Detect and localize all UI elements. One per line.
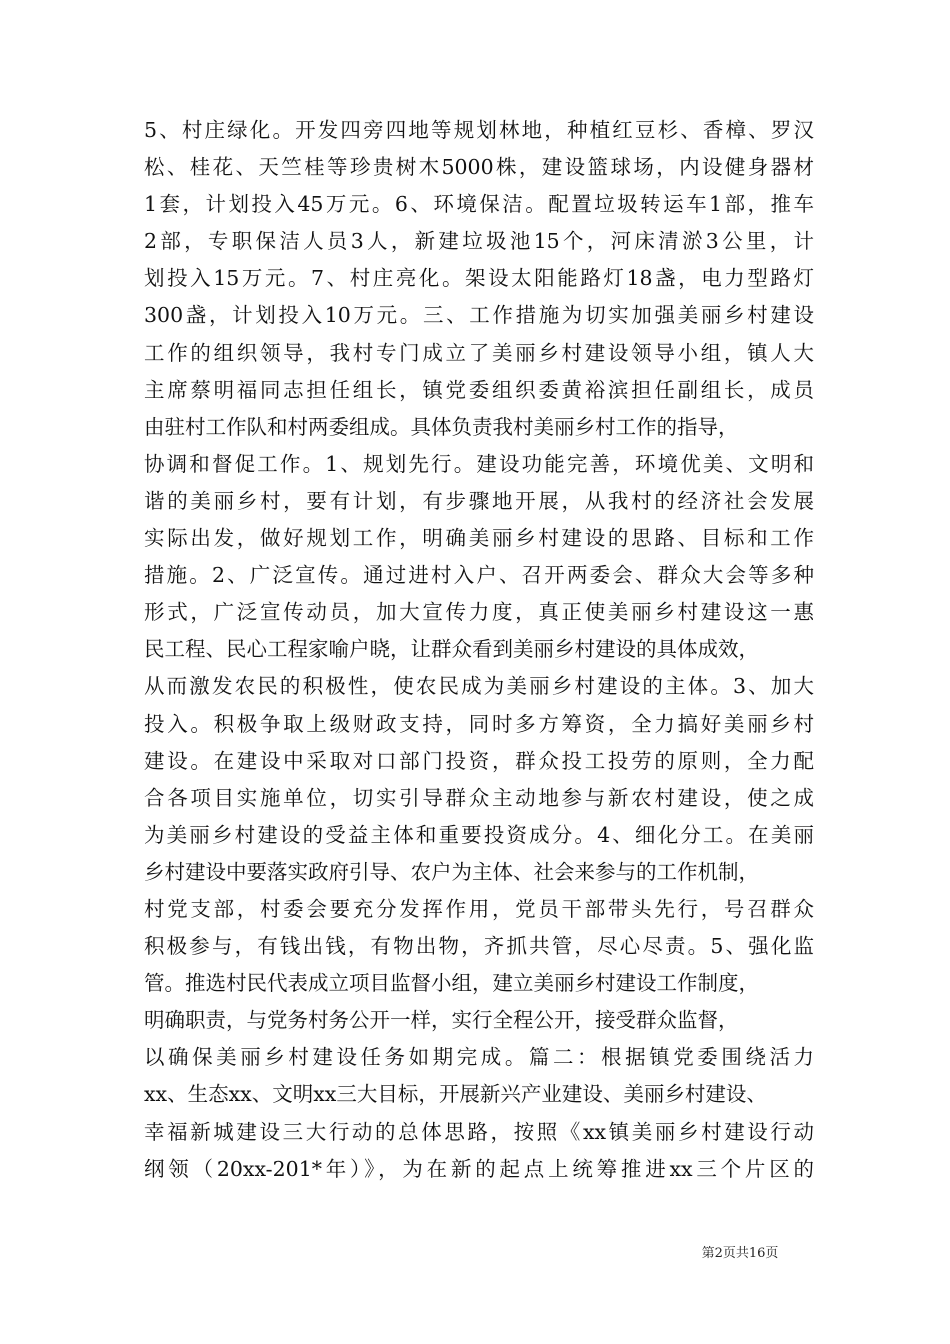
body-line-19: 合各项目实施单位，切实引导群众主动地参与新农村建设，使之成	[144, 785, 814, 810]
body-line-16: 从而激发农民的积极性，使农民成为美丽乡村建设的主体。3、加大	[144, 674, 814, 699]
body-line-14: 形式，广泛宣传动员，加大宣传力度，真正使美丽乡村建设这一惠	[144, 600, 814, 625]
body-line-21: 乡村建设中要落实政府引导、农户为主体、社会来参与的工作机制，	[144, 859, 759, 884]
body-line-18: 建设。在建设中采取对口部门投资，群众投工投劳的原则，全力配	[144, 748, 814, 773]
body-line-22: 村党支部，村委会要充分发挥作用，党员干部带头先行，号召群众	[144, 896, 814, 921]
body-line-2: 松、桂花、天竺桂等珍贵树木5000株，建设篮球场，内设健身器材	[144, 155, 814, 180]
body-line-7: 工作的组织领导，我村专门成立了美丽乡村建设领导小组，镇人大	[144, 340, 814, 365]
page-number-footer: 第2页共16页	[701, 1246, 779, 1261]
document-body	[144, 112, 814, 1188]
body-line-13: 措施。2、广泛宣传。通过进村入户、召开两委会、群众大会等多种	[144, 563, 814, 588]
body-line-26: 以确保美丽乡村建设任务如期完成。篇二：根据镇党委围绕活力	[144, 1045, 814, 1070]
body-line-4: 2部，专职保洁人员3人，新建垃圾池15个，河床清淤3公里，计	[144, 229, 814, 254]
body-line-25: 明确职责，与党务村务公开一样，实行全程公开，接受群众监督，	[144, 1008, 739, 1033]
body-line-27: xx、生态xx、文明xx三大目标，开展新兴产业建设、美丽乡村建设、	[144, 1082, 767, 1107]
body-line-23: 积极参与，有钱出钱，有物出物，齐抓共管，尽心尽责。5、强化监	[144, 934, 814, 959]
body-line-28: 幸福新城建设三大行动的总体思路，按照《xx镇美丽乡村建设行动	[144, 1119, 814, 1144]
body-line-6: 300盏，计划投入10万元。三、工作措施为切实加强美丽乡村建设	[144, 303, 814, 328]
body-line-8: 主席蔡明福同志担任组长，镇党委组织委黄裕滨担任副组长，成员	[144, 377, 814, 402]
body-line-11: 谐的美丽乡村，要有计划，有步骤地开展，从我村的经济社会发展	[144, 488, 814, 513]
body-line-10: 协调和督促工作。1、规划先行。建设功能完善，环境优美、文明和	[144, 451, 814, 476]
body-line-29: 纲领（20xx-201*年）》，为在新的起点上统筹推进xx三个片区的	[144, 1156, 814, 1181]
body-line-24: 管。推选村民代表成立项目监督小组，建立美丽乡村建设工作制度，	[144, 971, 759, 996]
body-line-5: 划投入15万元。7、村庄亮化。架设太阳能路灯18盏，电力型路灯	[144, 266, 814, 291]
body-line-3: 1套，计划投入45万元。6、环境保洁。配置垃圾转运车1部，推车	[144, 192, 814, 217]
body-line-15: 民工程、民心工程家喻户晓，让群众看到美丽乡村建设的具体成效，	[144, 637, 759, 662]
body-line-17: 投入。积极争取上级财政支持，同时多方筹资，全力搞好美丽乡村	[144, 711, 814, 736]
body-line-20: 为美丽乡村建设的受益主体和重要投资成分。4、细化分工。在美丽	[144, 822, 814, 847]
body-line-12: 实际出发，做好规划工作，明确美丽乡村建设的思路、目标和工作	[144, 526, 814, 551]
body-line-9: 由驻村工作队和村两委组成。具体负责我村美丽乡村工作的指导，	[144, 414, 739, 439]
body-line-1: 5、村庄绿化。开发四旁四地等规划林地，种植红豆杉、香樟、罗汉	[144, 118, 814, 142]
